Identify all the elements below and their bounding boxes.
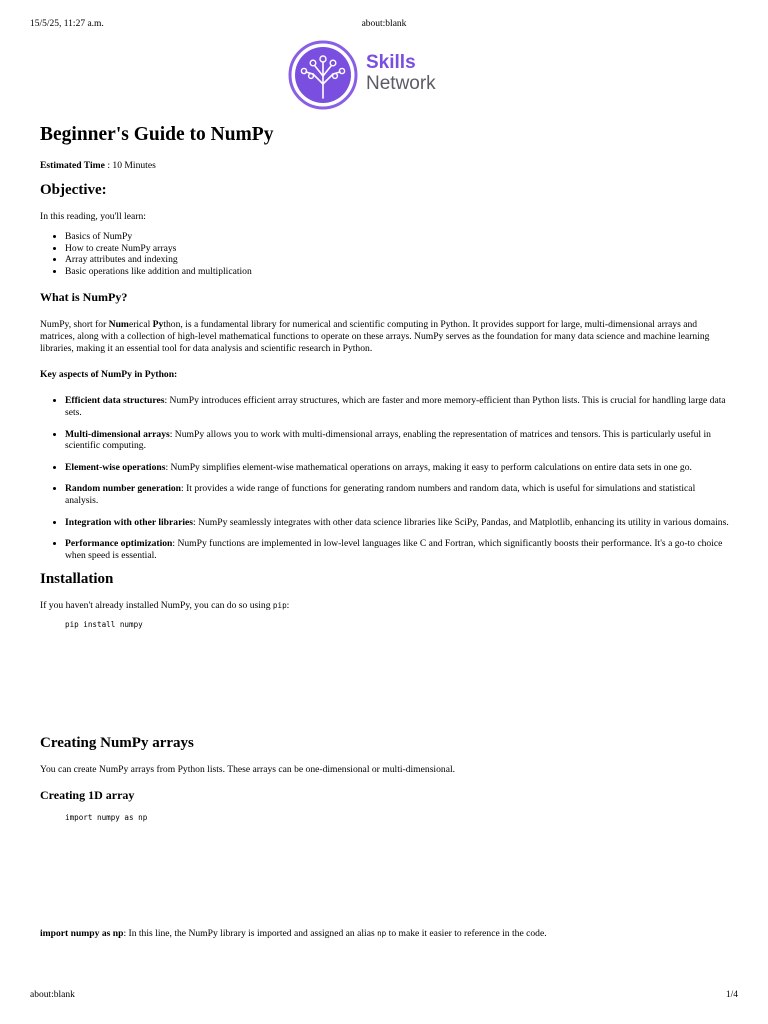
- estimated-time-value: : 10 Minutes: [104, 160, 156, 171]
- print-url: about:blank: [361, 19, 407, 29]
- list-item: [65, 462, 730, 474]
- page-number: 1/4: [725, 990, 738, 1000]
- what-is-paragraph: [40, 319, 730, 355]
- list-item: [65, 483, 730, 506]
- skills-network-logo: [288, 40, 448, 112]
- creating-1d-heading: Creating 1D array: [40, 788, 135, 803]
- aspect-desc: : NumPy seamlessly integrates with other data science libraries like SciPy, Pandas, and Matplotlib, enhancing its utility in various domains.: [193, 516, 729, 528]
- footer-url: about:blank: [30, 990, 75, 1000]
- what-is-text-rest: thon, is a fundamental library for numerical and scientific computing in Python. It provides support for large, multi-dimensional arrays and matrices, along with a collection of high-level mathematical functions to operate on these arrays. NumPy serves as the foundation for many data science and machine learning libraries, making it an essential tool for data analysis and scientific research in Python.: [40, 319, 710, 355]
- aspect-term: Performance optimization: [65, 538, 173, 550]
- estimated-time-label: Estimated Time: [40, 160, 105, 171]
- list-item: [65, 429, 730, 452]
- inline-code-np: np: [377, 929, 387, 939]
- objective-heading: Objective:: [40, 182, 107, 198]
- logo-line-2: Network: [366, 73, 436, 94]
- list-item: [65, 538, 730, 561]
- key-aspects-heading-text: Key aspects of NumPy in Python: [40, 369, 175, 381]
- key-aspects-list: [40, 395, 730, 561]
- document-body: [40, 120, 730, 940]
- list-item: [65, 395, 730, 418]
- install-code-block: pip install numpy: [65, 620, 143, 630]
- list-item: • How to create NumPy arrays: [65, 243, 730, 255]
- installation-text-end: :: [286, 600, 290, 612]
- aspect-term: Efficient data structures: [65, 395, 165, 407]
- list-item: • Basic operations like addition and multiplication: [65, 266, 730, 278]
- print-datetime: 15/5/25, 11:27 a.m.: [30, 19, 104, 29]
- key-aspects-heading: [40, 369, 730, 381]
- aspect-desc: : NumPy allows you to work with multi-dimensional arrays, enabling the representation of matrices and tensors. This is particularly useful in scientific computing.: [65, 428, 711, 452]
- list-item: [65, 517, 730, 529]
- logo-wordmark: [366, 52, 436, 94]
- aspect-desc: : It provides a wide range of functions for generating random numbers and random data, which is useful for simulations and statistical analysis.: [65, 483, 696, 506]
- installation-text-start: If you haven't already installed NumPy, you can do so using: [40, 600, 273, 612]
- print-header: [30, 19, 738, 33]
- objective-intro: In this reading, you'll learn:: [40, 211, 146, 222]
- what-is-text-mid: erical: [128, 319, 153, 331]
- page-title: Beginner's Guide to NumPy: [40, 124, 274, 145]
- import-explanation-end: to make it easier to reference in the code.: [386, 928, 547, 940]
- what-is-heading: What is NumPy?: [40, 290, 128, 305]
- aspect-desc: : NumPy simplifies element-wise mathematical operations on arrays, making it easy to perform calculations on entire data sets in one go.: [165, 461, 692, 473]
- import-code-block: import numpy as np: [65, 813, 148, 823]
- list-item: • Array attributes and indexing: [65, 254, 730, 266]
- aspect-term: Random number generation: [65, 483, 182, 495]
- logo-line-1: Skills: [366, 52, 416, 73]
- objective-list: [40, 231, 730, 277]
- installation-paragraph: [40, 600, 730, 612]
- print-footer: [30, 990, 738, 1004]
- installation-heading: Installation: [40, 571, 114, 588]
- aspect-desc: : NumPy introduces efficient array structures, which are faster and more memory-efficient than Python lists. This is crucial for handling large data sets.: [65, 395, 726, 418]
- aspect-term: Element-wise operations: [65, 461, 166, 473]
- key-aspects-heading-colon: :: [174, 369, 178, 381]
- import-explanation-mid: : In this line, the NumPy library is imported and assigned an alias: [123, 928, 378, 940]
- what-is-bold-num: Num: [108, 319, 129, 331]
- aspect-term: Multi-dimensional arrays: [65, 428, 170, 440]
- inline-code-pip: pip: [272, 601, 287, 611]
- what-is-text-start: NumPy, short for: [40, 319, 109, 331]
- import-explanation-bold: import numpy as np: [40, 928, 124, 940]
- aspect-desc: : NumPy functions are implemented in low-level languages like C and Fortran, which significantly boosts their performance. It's a go-to choice when speed is essential.: [65, 538, 723, 561]
- list-item: • Basics of NumPy: [65, 231, 730, 243]
- creating-heading: Creating NumPy arrays: [40, 735, 194, 752]
- estimated-time: [40, 160, 730, 172]
- skills-network-tree-icon: [288, 40, 358, 110]
- what-is-bold-py: Py: [152, 319, 164, 331]
- aspect-term: Integration with other libraries: [65, 516, 193, 528]
- creating-paragraph: You can create NumPy arrays from Python lists. These arrays can be one-dimensional or multi-dimensional.: [40, 764, 456, 776]
- import-explanation: [40, 928, 730, 940]
